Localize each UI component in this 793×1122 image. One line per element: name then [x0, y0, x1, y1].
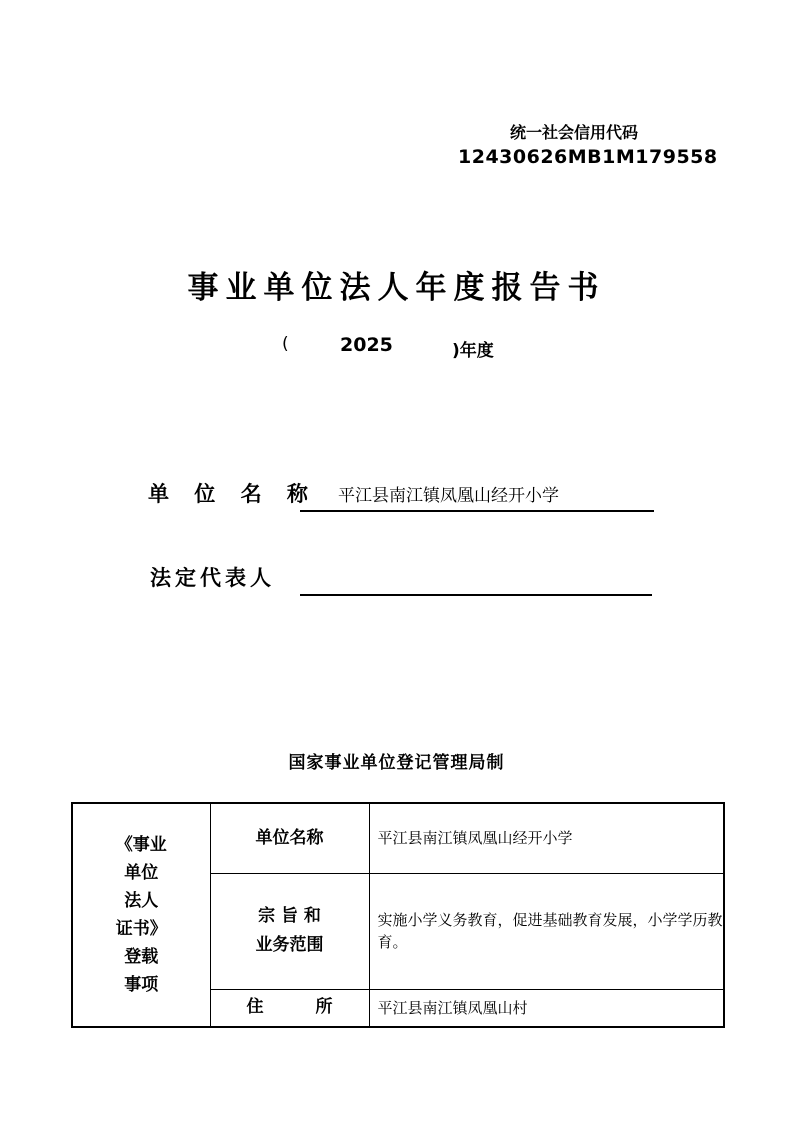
row-label-text: 住	[246, 997, 264, 1018]
row-label-address	[210, 989, 369, 1027]
year-open-paren: (	[282, 334, 289, 354]
row-label-purpose-scope	[210, 873, 369, 989]
side-header-line: 事项	[124, 975, 159, 995]
table-row	[72, 803, 724, 873]
row-value-unit-name: 平江县南江镇凤凰山经开小学	[369, 803, 724, 873]
row-label-text: 所	[315, 997, 333, 1018]
unit-name-field	[300, 482, 654, 512]
legal-rep-label: 法定代表人	[150, 566, 275, 590]
row-value-address: 平江县南江镇凤凰山村	[369, 989, 724, 1027]
unit-name-value: 平江县南江镇凤凰山经开小学	[338, 486, 559, 506]
registration-table	[71, 802, 725, 1028]
row-label-unit-name	[210, 803, 369, 873]
side-header-line: 法人	[124, 891, 159, 911]
year-close-suffix: )年度	[452, 341, 494, 361]
side-header-line: 单位	[124, 863, 159, 883]
row-value-purpose-scope: 实施小学义务教育，促进基础教育发展，小学学历教育。	[369, 873, 724, 989]
side-header-line: 《事业	[115, 835, 167, 855]
side-header-line: 证书》	[115, 919, 167, 939]
credit-code-value: 12430626MB1M179558	[458, 146, 718, 168]
row-label-text: 单位名称	[255, 827, 324, 848]
side-header-line: 登载	[124, 947, 159, 967]
row-label-text: 业务范围	[255, 935, 324, 955]
issuer-label: 国家事业单位登记管理局制	[288, 753, 505, 773]
report-year: 2025	[340, 334, 393, 356]
row-label-text: 宗 旨 和	[258, 906, 321, 926]
credit-code-label: 统一社会信用代码	[510, 123, 639, 142]
registration-side-header	[72, 803, 210, 1027]
legal-rep-field	[300, 566, 652, 596]
report-title: 事业单位法人年度报告书	[187, 270, 606, 306]
unit-name-label: 单 位 名 称	[148, 482, 317, 506]
